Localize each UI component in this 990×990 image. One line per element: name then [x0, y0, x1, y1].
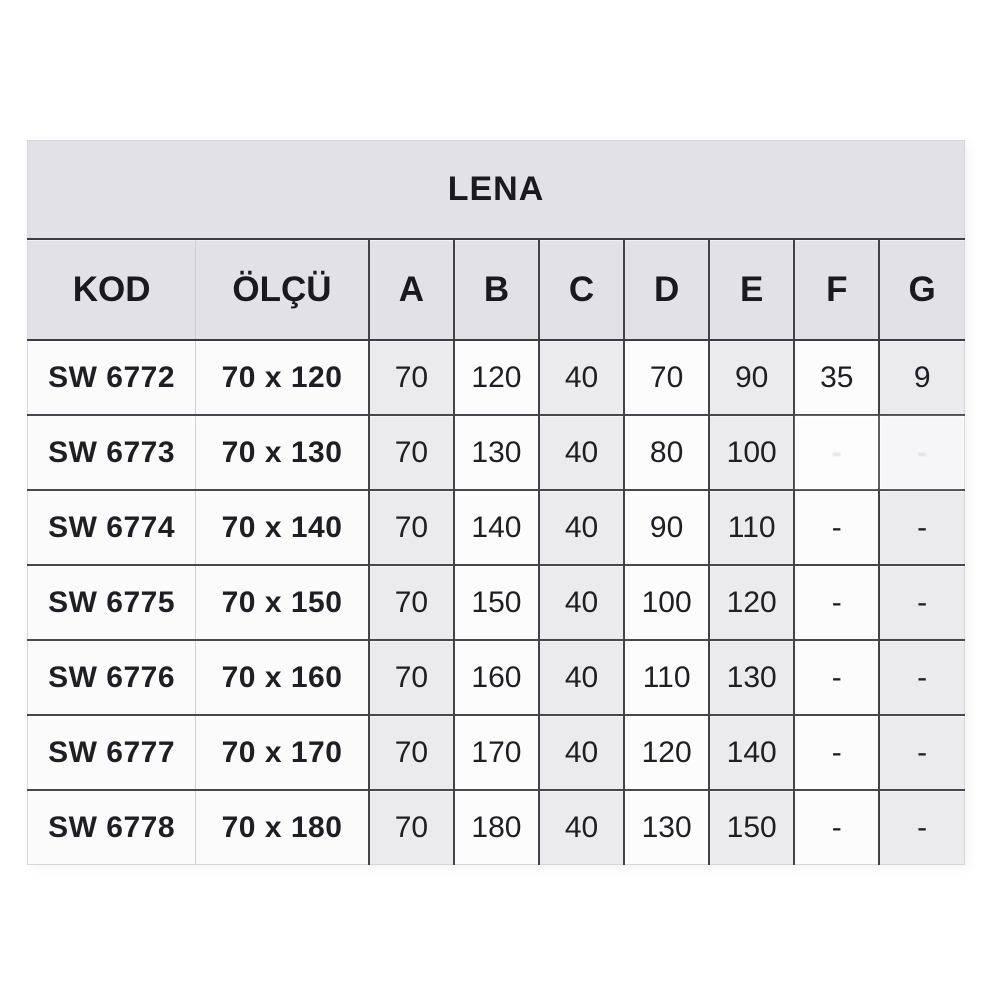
value-cell: 130: [454, 415, 539, 490]
value-cell: 180: [454, 790, 539, 865]
kod-cell: SW 6776: [28, 640, 196, 715]
value-cell: -: [879, 640, 964, 715]
table-body: [28, 340, 965, 865]
table-row: [28, 340, 965, 415]
value-cell: 70: [369, 415, 454, 490]
column-header-b: B: [454, 239, 539, 340]
value-cell: -: [879, 565, 964, 640]
olcu-cell: 70 x 120: [196, 340, 369, 415]
olcu-cell: 70 x 150: [196, 565, 369, 640]
column-header-f: F: [794, 239, 879, 340]
value-cell: -: [794, 715, 879, 790]
kod-cell: SW 6775: [28, 565, 196, 640]
value-cell: -: [879, 790, 964, 865]
value-cell: 70: [624, 340, 709, 415]
table-row: [28, 565, 965, 640]
value-cell: 9: [879, 340, 964, 415]
value-cell: 120: [709, 565, 794, 640]
product-spec-table-wrap: [27, 140, 965, 865]
column-header-e: E: [709, 239, 794, 340]
table-row: [28, 640, 965, 715]
value-cell: 70: [369, 565, 454, 640]
value-cell: 40: [539, 490, 624, 565]
value-cell: 70: [369, 340, 454, 415]
value-cell: 70: [369, 715, 454, 790]
value-cell: -: [879, 415, 964, 490]
value-cell: 100: [709, 415, 794, 490]
value-cell: 120: [624, 715, 709, 790]
column-header-g: G: [879, 239, 964, 340]
column-header-a: A: [369, 239, 454, 340]
olcu-cell: 70 x 130: [196, 415, 369, 490]
value-cell: 110: [624, 640, 709, 715]
column-header-c: C: [539, 239, 624, 340]
value-cell: 160: [454, 640, 539, 715]
olcu-cell: 70 x 170: [196, 715, 369, 790]
value-cell: 150: [454, 565, 539, 640]
kod-cell: SW 6777: [28, 715, 196, 790]
olcu-cell: 70 x 160: [196, 640, 369, 715]
olcu-cell: 70 x 140: [196, 490, 369, 565]
value-cell: -: [794, 640, 879, 715]
value-cell: -: [794, 490, 879, 565]
table-title: LENA: [28, 141, 965, 240]
column-header-ölçü: ÖLÇÜ: [196, 239, 369, 340]
value-cell: 130: [624, 790, 709, 865]
value-cell: 90: [624, 490, 709, 565]
value-cell: 70: [369, 490, 454, 565]
kod-cell: SW 6774: [28, 490, 196, 565]
value-cell: 130: [709, 640, 794, 715]
kod-cell: SW 6772: [28, 340, 196, 415]
column-header-d: D: [624, 239, 709, 340]
value-cell: 110: [709, 490, 794, 565]
kod-cell: SW 6773: [28, 415, 196, 490]
value-cell: 40: [539, 415, 624, 490]
value-cell: 150: [709, 790, 794, 865]
value-cell: 40: [539, 715, 624, 790]
value-cell: 80: [624, 415, 709, 490]
column-header-row: [28, 239, 965, 340]
value-cell: -: [879, 490, 964, 565]
table-title-row: [28, 141, 965, 240]
product-spec-table: [27, 140, 965, 865]
value-cell: 90: [709, 340, 794, 415]
olcu-cell: 70 x 180: [196, 790, 369, 865]
value-cell: -: [879, 715, 964, 790]
value-cell: 70: [369, 640, 454, 715]
value-cell: -: [794, 565, 879, 640]
value-cell: 40: [539, 340, 624, 415]
column-header-kod: KOD: [28, 239, 196, 340]
value-cell: 120: [454, 340, 539, 415]
kod-cell: SW 6778: [28, 790, 196, 865]
value-cell: 70: [369, 790, 454, 865]
value-cell: 140: [709, 715, 794, 790]
value-cell: 35: [794, 340, 879, 415]
value-cell: -: [794, 790, 879, 865]
table-row: [28, 490, 965, 565]
value-cell: 100: [624, 565, 709, 640]
value-cell: 40: [539, 790, 624, 865]
value-cell: 40: [539, 565, 624, 640]
table-row: [28, 415, 965, 490]
table-row: [28, 790, 965, 865]
value-cell: 140: [454, 490, 539, 565]
value-cell: 40: [539, 640, 624, 715]
value-cell: 170: [454, 715, 539, 790]
value-cell: -: [794, 415, 879, 490]
table-row: [28, 715, 965, 790]
